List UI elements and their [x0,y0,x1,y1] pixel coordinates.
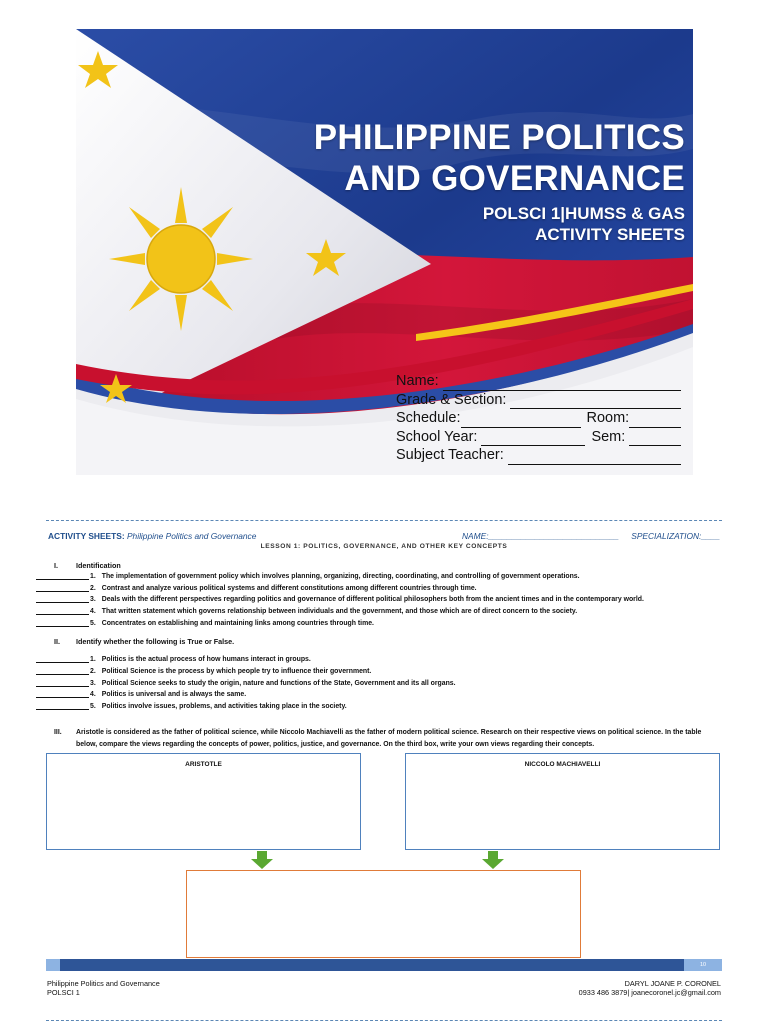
machiavelli-box[interactable] [405,753,720,850]
sem-field[interactable] [629,432,681,446]
form-row-teacher [396,446,681,465]
section2-title: II. Identify whether the following is True or False. [54,637,235,646]
cover-subtitle-line2: ACTIVITY SHEETS [535,225,685,244]
form-label-grade: Grade & Section: [396,391,507,408]
cover-title-line2: AND GOVERNANCE [344,159,685,198]
cover-title-line1: PHILIPPINE POLITICS [313,118,685,157]
answer-blank[interactable] [36,620,89,627]
section1-item: 4. That written statement which governs relationship between individuals and the government, and those which are of direct concern to the society. [36,608,577,615]
section1-title: I. Identification [54,561,121,570]
answer-blank[interactable] [36,691,89,698]
answer-blank[interactable] [36,585,89,592]
room-field[interactable] [629,414,681,428]
aristotle-box[interactable] [46,753,361,850]
answer-blank[interactable] [36,608,89,615]
cover-subtitle-line1: POLSCI 1|HUMSS & GAS [482,204,685,223]
section1-item: 3. Deals with the different perspectives regarding politics and governance of different political philosophers both from the ancient times and in the contemporary world. [36,596,644,603]
header-subject: Philippine Politics and Governance [126,531,257,541]
form-label-sem: Sem: [591,428,626,445]
aristotle-label: ARISTOTLE [185,761,222,768]
sun-icon [109,187,253,331]
form-row-schedule [396,409,681,428]
footer-subject: Philippine Politics and Governance [47,979,160,988]
form-label-room: Room: [586,410,630,426]
form-label-teacher: Subject Teacher: [396,447,504,463]
school-year-field[interactable] [481,432,585,446]
form-row-grade [396,391,681,410]
section2-item: 3. Political Science seeks to study the origin, nature and functions of the State, Government and its all organs. [36,680,456,687]
form-row-year [396,428,681,447]
section2-item: 5. Politics involve issues, problems, and activities taking place in the society. [36,703,347,710]
section1-item: 1. The implementation of government policy which involves planning, organizing, directing, coordinating, and controlling of government operations. [36,573,580,580]
footer-left [47,979,160,997]
cover-title-block [314,117,685,245]
down-arrow-icon [482,851,504,869]
header-specialization-field[interactable]: SPECIALIZATION:____ [631,531,720,541]
section2-item: 2. Political Science is the process by which people try to influence their government. [36,668,371,675]
name-field[interactable] [443,377,681,391]
footer-contact: 0933 486 3879| joanecoronel.jc@gmail.com [578,988,721,997]
sheet-header [48,531,720,541]
grade-section-field[interactable] [510,395,681,409]
answer-blank[interactable] [36,573,89,580]
form-label-name: Name: [396,373,439,389]
cover-image [76,29,693,475]
header-name-field[interactable]: NAME:____________________________ [462,531,619,541]
header-label: ACTIVITY SHEETS: [48,531,125,541]
answer-blank[interactable] [36,596,89,603]
section2-item: 4. Politics is universal and is always the same. [36,691,246,698]
form-row-name [396,372,681,391]
cover-info-form [396,372,681,465]
answer-blank[interactable] [36,656,89,663]
own-views-box[interactable] [186,870,581,958]
answer-blank[interactable] [36,668,89,675]
section1-item: 5. Concentrates on establishing and maintaining links among countries through time. [36,620,374,627]
footer-right [579,979,721,997]
footer-bar [46,959,722,971]
footer-course: POLSCI 1 [47,988,80,997]
form-label-schedule: Schedule: [396,410,461,426]
section1-item: 2. Contrast and analyze various political systems and different constitutions among different countries through time. [36,585,477,592]
lesson-title: LESSON 1: POLITICS, GOVERNANCE, AND OTHER KEY CONCEPTS [260,543,508,550]
machiavelli-label: NICCOLO MACHIAVELLI [524,761,601,768]
top-dashed-divider [46,520,722,521]
answer-blank[interactable] [36,680,89,687]
form-label-school-year: School Year: [396,428,478,445]
page-number: 10 [684,959,722,971]
bottom-dashed-divider [46,1020,722,1021]
subject-teacher-field[interactable] [508,451,681,465]
footer-author: DARYL JOANE P. CORONEL [624,979,721,988]
answer-blank[interactable] [36,703,89,710]
down-arrow-icon [251,851,273,869]
section2-item: 1. Politics is the actual process of how humans interact in groups. [36,656,311,663]
schedule-field[interactable] [461,414,581,428]
